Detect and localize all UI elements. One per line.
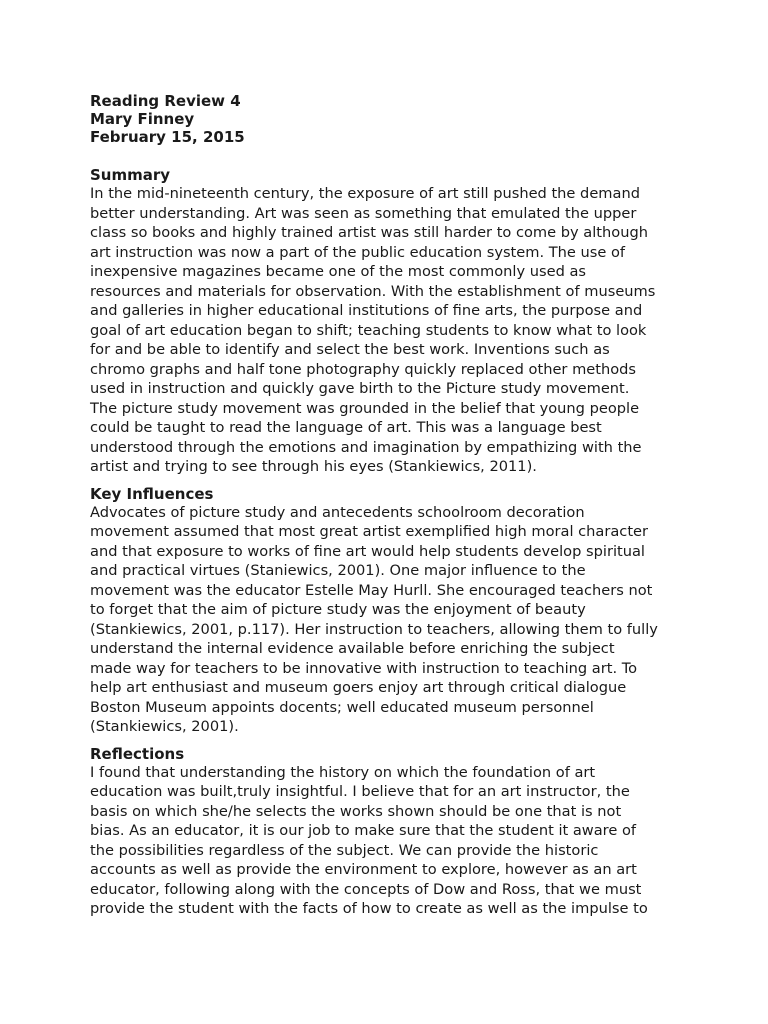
paragraph-line: and galleries in higher educational institutions of fine arts, the purpose and [90,302,643,319]
author-name: Mary Finney [90,110,195,128]
paragraph-line: movement assumed that most great artist exemplified high moral character [90,523,649,540]
paragraph-line: better understanding. Art was seen as something that emulated the upper [90,204,637,222]
document-page [90,92,690,927]
section-heading: Key Influences [90,484,214,503]
paragraph-line: goal of art education began to shift; teaching students to know what to look [90,321,647,339]
paragraph-line: bias. As an educator, it is our job to make sure that the student it aware of [90,822,637,839]
paragraph-line: understood through the emotions and imagination by empathizing with the [90,438,642,456]
section-summary [90,166,690,477]
paragraph-line: used in instruction and quickly gave birth to the Picture study movement. [90,380,630,397]
document-date: February 15, 2015 [90,128,245,146]
paragraph-line: for and be able to identify and select the best work. Inventions such as [90,341,610,358]
paragraph-line: Advocates of picture study and antecedents schoolroom decoration [90,503,585,521]
section-heading: Summary [90,166,171,184]
paragraph-line: art instruction was now a part of the public education system. The use of [90,243,626,261]
document-body [90,166,690,919]
paragraph-line: and practical virtues (Staniewics, 2001). One major influence to the [90,562,586,579]
paragraph-line: and that exposure to works of fine art would help students develop spiritual [90,542,645,560]
paragraph-line: artist and trying to see through his eyes (Stankiewics, 2011). [90,458,537,475]
section-key-influences [90,485,690,737]
paragraph-line: inexpensive magazines became one of the most commonly used as [90,263,587,280]
paragraph-line: understand the internal evidence available before enriching the subject [90,640,615,657]
paragraph-line: class so books and highly trained artist was still harder to come by although [90,224,648,241]
paragraph-line: to forget that the aim of picture study was the enjoyment of beauty [90,601,586,618]
paragraph-line: I found that understanding the history on which the foundation of art [90,763,596,781]
paragraph-line: basis on which she/he selects the works shown should be one that is not [90,802,622,820]
paragraph-line: movement was the educator Estelle May Hurll. She encouraged teachers not [90,581,653,599]
paragraph-line: educator, following along with the concepts of Dow and Ross, that we must [90,880,642,898]
paragraph-line: accounts as well as provide the environment to explore, however as an art [90,861,637,878]
paragraph-line: made way for teachers to be innovative with instruction to teaching art. To [90,659,638,677]
paragraph-line: resources and materials for observation. With the establishment of museums [90,282,656,300]
document-title: Reading Review 4 [90,92,241,110]
paragraph-line: (Stankiewics, 2001, p.117). Her instruction to teachers, allowing them to fully [90,620,658,638]
section-heading: Reflections [90,744,185,763]
paragraph-line: the possibilities regardless of the subject. We can provide the historic [90,841,599,859]
section-paragraph [90,503,690,737]
section-paragraph [90,763,690,919]
paragraph-line: could be taught to read the language of art. This was a language best [90,419,602,436]
paragraph-line: education was built,truly insightful. I believe that for an art instructor, the [90,783,630,800]
section-reflections [90,745,690,919]
paragraph-line: provide the student with the facts of how to create as well as the impulse to [90,900,648,917]
paragraph-line: In the mid-nineteenth century, the exposure of art still pushed the demand [90,185,640,202]
paragraph-line: The picture study movement was grounded in the belief that young people [90,399,640,417]
paragraph-line: (Stankiewics, 2001). [90,718,239,735]
paragraph-line: chromo graphs and half tone photography quickly replaced other methods [90,360,637,378]
paragraph-line: Boston Museum appoints docents; well educated museum personnel [90,698,594,716]
document-header [90,92,690,146]
section-paragraph [90,184,690,477]
paragraph-line: help art enthusiast and museum goers enjoy art through critical dialogue [90,679,627,696]
